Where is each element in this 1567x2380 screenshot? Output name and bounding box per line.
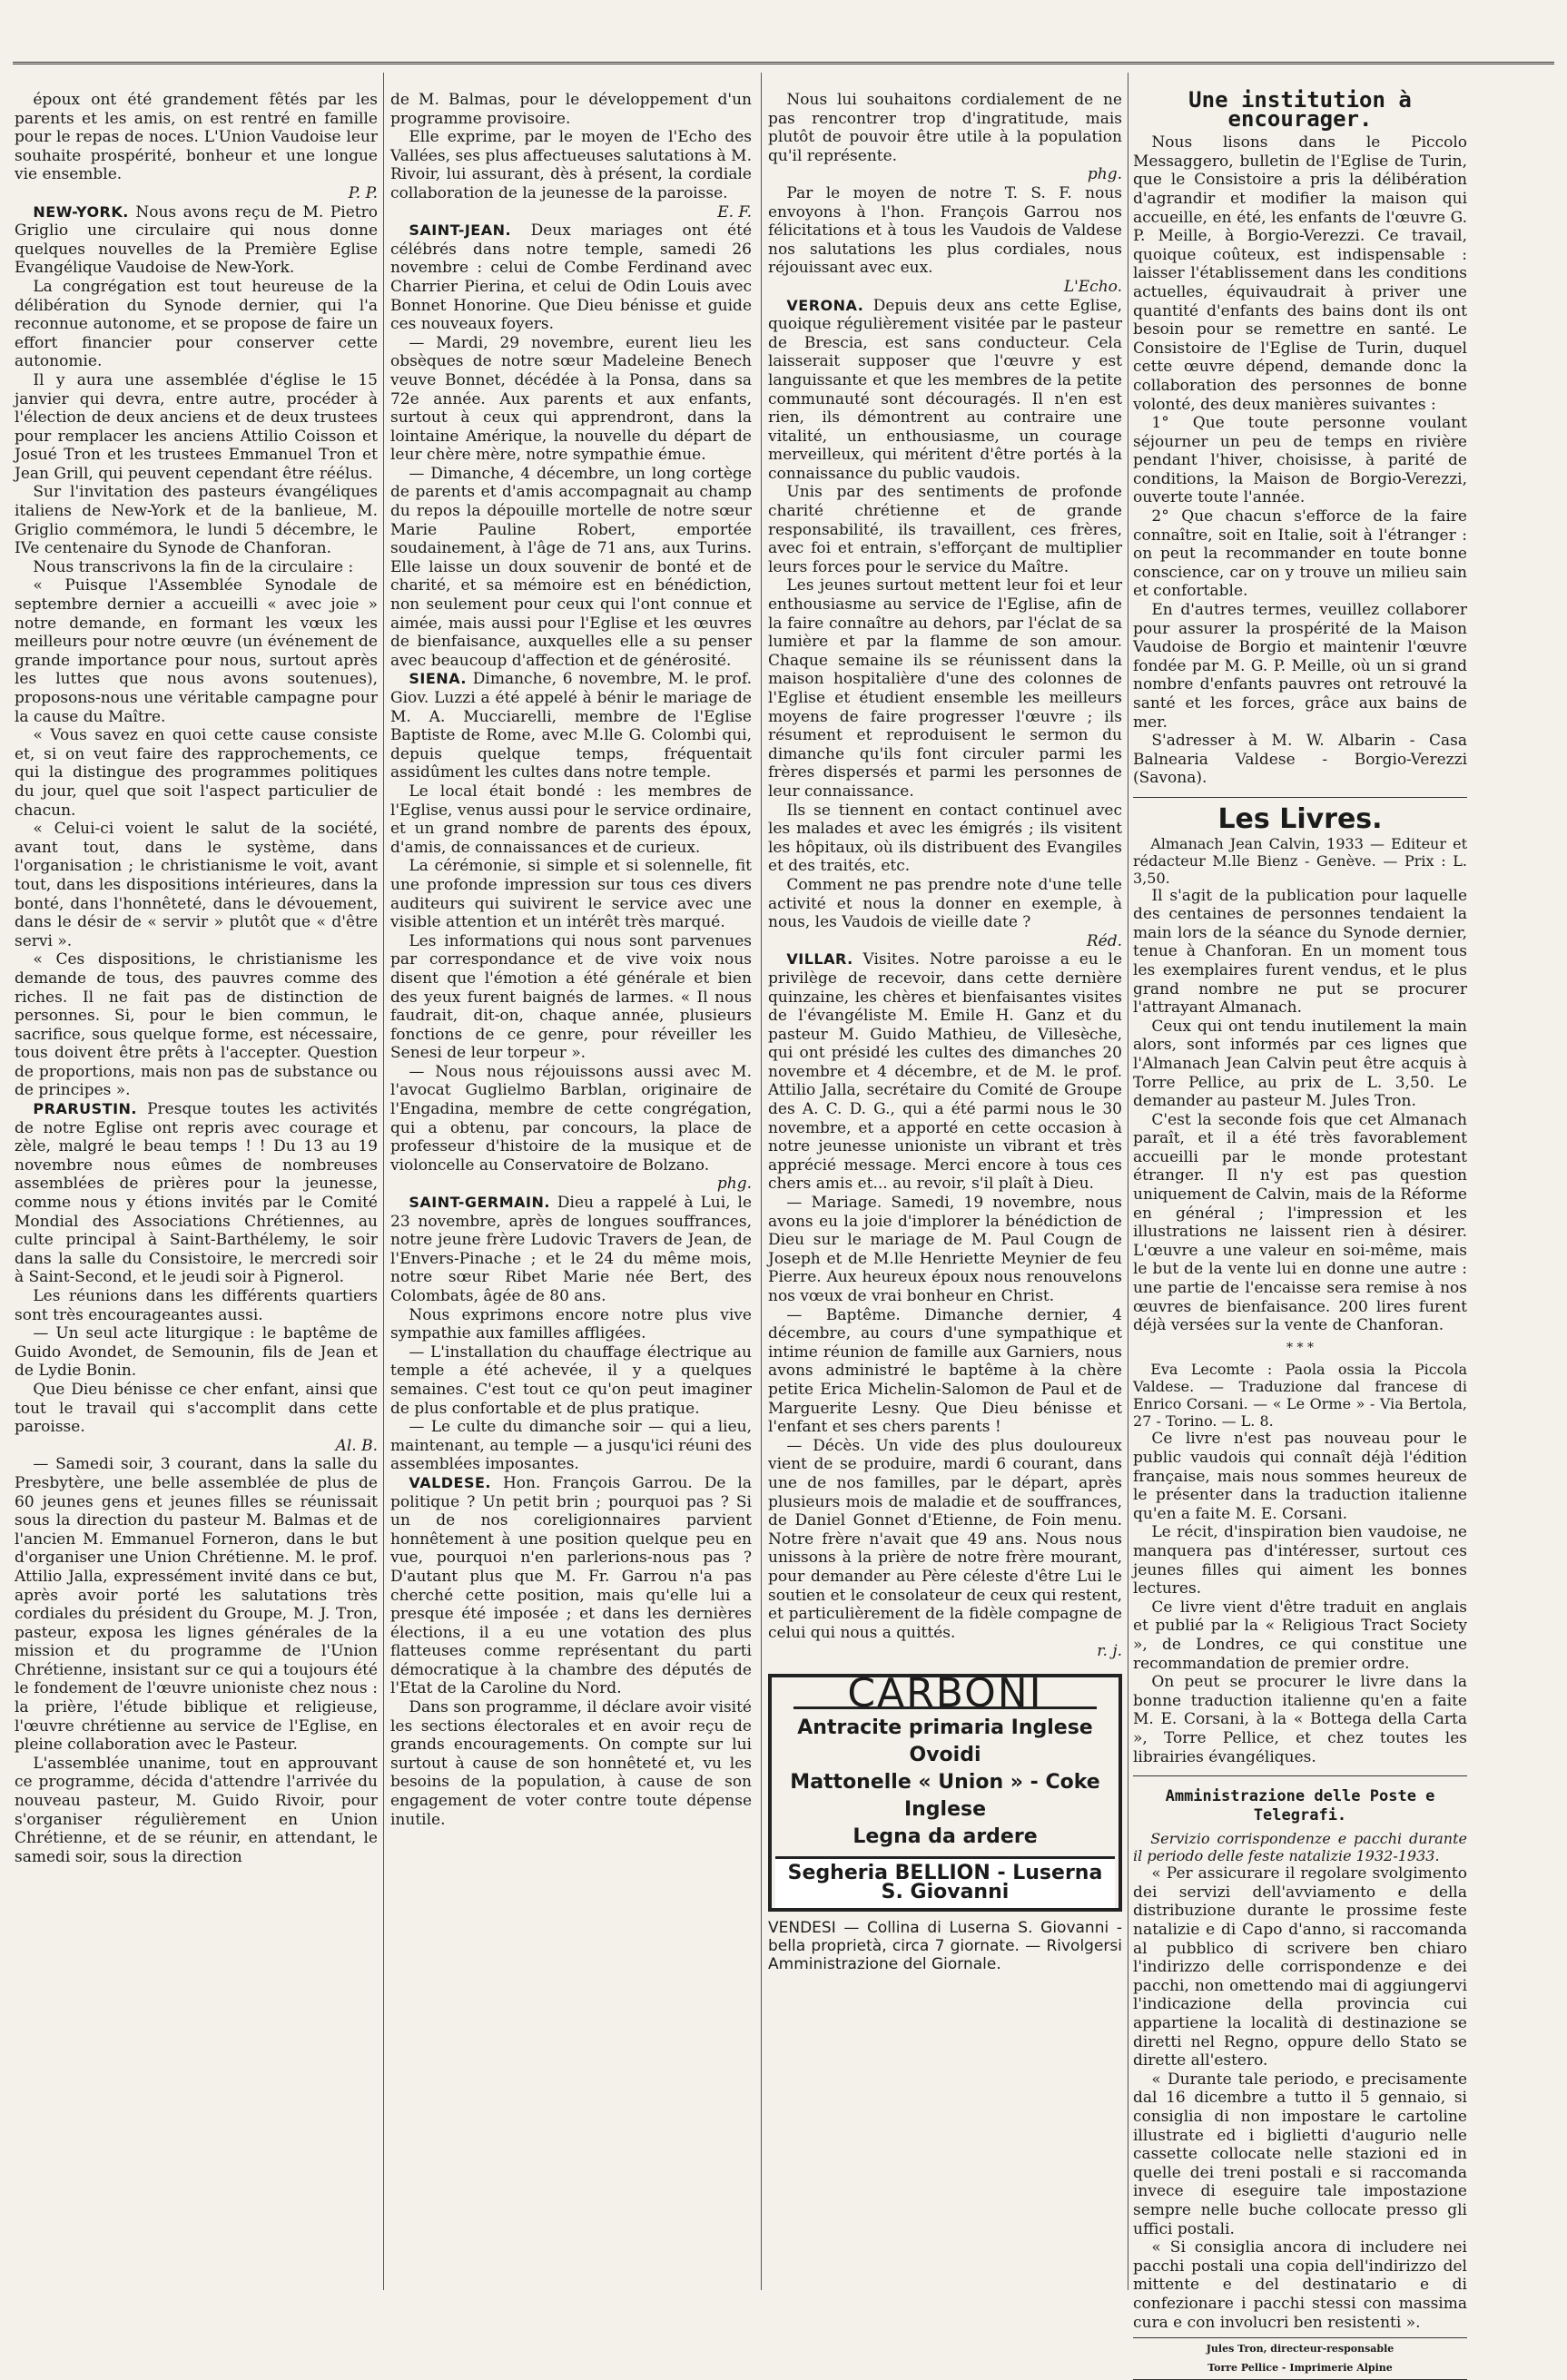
book1-header: Almanach Jean Calvin, 1933 — Editeur et rédacteur M.lle Bienz - Genève. — Prix : L. 3,50.	[1133, 834, 1467, 887]
body-text: « Ces dispositions, le christianisme les demande de tous, des pauvres comme des riches. Il ne fait pas de distinction de personnes. Si, pour le bien commun, le sacrifice, sous quelque forme, est nécessaire, tous doivent être prêts à l'accepter. Question de proportions, mais non pas de substance ou de principes ».	[15, 950, 383, 1100]
body-text: Nous exprimons encore notre plus vive sympathie aux familles affligées.	[390, 1305, 757, 1343]
body-text: « Vous savez en quoi cette cause consiste et, si on veut faire des rapprochements, ce qui la distingue des programmes politiques du jour, quel que soit l'aspect particulier de chacun.	[15, 726, 383, 820]
signature: Al. B.	[335, 1436, 378, 1455]
body-text: Les informations qui nous sont parvenues par correspondance et de vive voix nous disent que l'émotion a été générale et bien des yeux furent baignés de larmes. « Il nous faudrait, dit-on, chaque année, plusieurs fonctions de ce genre, pour réveiller les Senesi de leur torpeur ».	[390, 931, 757, 1063]
paragraph	[768, 91, 1128, 165]
body-text: Dieu a rappelé à Lui, le 23 novembre, après de longues souffrances, notre jeune frère Ludovic Travers de Jean, de l'Envers-Pinache ; et le 24 du même mois, notre sœur Ribet Marie née Bert, des Colombats, âgée de 80 ans.	[390, 1194, 757, 1305]
paragraph	[15, 950, 383, 1100]
paragraph: On peut se procurer le livre dans la bonne traduction italienne qu'en a faite M. E. Corsani, à la « Bottega della Carta », Torre Pellice, et chez toutes les librairies évangéliques.	[1133, 1673, 1467, 1766]
column-2	[390, 91, 757, 2272]
body-text: — Un seul acte liturgique : le baptême de Guido Avondet, de Semounin, fils de Jean et de Lydie Bonin.	[15, 1324, 383, 1381]
body-text: Visites. Notre paroisse a eu le privilège de recevoir, dans cette dernière quinzaine, les chères et bienfaisantes visites de l'évangéliste M. Emile H. Ganz et du pasteur M. Guido Mathieu, de Villesèche, qui ont présidé les cultes des dimanches 20 novembre et 4 décembre, et de M. le prof. Attilio Jalla, secrétaire du Comité de Groupe des A. C. D. G., qui a été parmi nous le 30 novembre, et a apporté en cette occasion à notre jeunesse unioniste un vibrant et très apprécié message. Merci encore à tous ces chers amis et... au revoir, s'il plaît à Dieu.	[768, 950, 1128, 1194]
paragraph	[15, 1324, 383, 1381]
body-text: Dans son programme, il déclare avoir visité les sections électorales et en avoir reçu de grands encouragements. On compte sur lui surtout à cause de son honnêteté et, vu les besoins de la population, à cause de son engagement de voter contre toute dépense inutile.	[390, 1698, 757, 1829]
paragraph	[15, 370, 383, 484]
news-item	[15, 1100, 383, 1287]
body-text: Ils se tiennent en contact continuel avec les malades et avec les émigrés ; ils visitent les hôpitaux, où ils distribuent des Evangiles et des traités, etc.	[768, 801, 1128, 876]
paragraph: 2° Que chacun s'efforce de la faire connaître, soit en Italie, soit à l'étranger : on peut la recommander en toute bonne conscience, car on y trouve un milieu sain et confortable.	[1133, 507, 1467, 601]
town-name: SIENA.	[409, 670, 467, 688]
divider	[1133, 1775, 1467, 1776]
top-rule	[13, 62, 1554, 64]
paragraph	[15, 483, 383, 558]
town-name: VERONA.	[786, 296, 864, 314]
body-text: Presque toutes les activités de notre Eglise ont repris avec courage et zèle, malgré le beau temps ! ! Du 13 au 19 novembre nous eûmes de nombreuses assemblées de prières pour la jeunesse, comme nous y étions invités par le Comité Mondial des Associations Chrétiennes, au culte principal à Saint-Barthélemy, le soir dans la salle du Consistoire, le mercredi soir à Saint-Second, et le jeudi soir à Pignerol.	[15, 1100, 383, 1287]
paragraph	[390, 333, 757, 465]
body-text: — Dimanche, 4 décembre, un long cortège de parents et d'amis accompagnait au champ du repos la dépouille mortelle de notre sœur Marie Pauline Robert, emportée soudainement, à l'âge de 71 ans, aux Turins. Elle laisse un doux souvenir de bonté et de charité, et sa mémoire est en bénédiction, non seulement pour ceux qui l'ont connue et aimée, mais aussi pour l'Eglise et les œuvres de bienfaisance, auxquelles elle a su penser avec beaucoup d'affection et de générosité.	[390, 464, 757, 670]
news-item	[390, 221, 757, 334]
column-3-articles	[768, 91, 1128, 1661]
paragraph	[768, 576, 1128, 801]
body-text: Que Dieu bénisse ce cher enfant, ainsi que tout le travail qui s'accomplit dans cette paroisse.	[15, 1380, 383, 1437]
paragraph	[15, 576, 383, 726]
poste-article	[1133, 1864, 1467, 2332]
body-text: — Mardi, 29 novembre, eurent lieu les obsèques de notre sœur Madeleine Benech veuve Bonnet, décédée à la Ponsa, dans sa 72e année. Aux parents et aux enfants, surtout à ceux qui apprendront, dans la lointaine Amérique, la nouvelle du départ de leur chère mère, notre sympathie émue.	[390, 333, 757, 465]
institution-heading: Une institution à encourager.	[1188, 87, 1412, 132]
news-item	[390, 1473, 757, 1698]
column-4	[1133, 87, 1467, 2374]
signature: phg.	[716, 1175, 752, 1194]
paragraph	[768, 183, 1128, 278]
body-text: Elle exprime, par le moyen de l'Echo des Vallées, ses plus affectueuses salutations à M. Rivoir, lui assurant, dès à présent, la cordiale collaboration de la jeunesse de la paroisse.	[390, 128, 757, 202]
body-text: Comment ne pas prendre note d'une telle activité et nous la donner en exemple, à nous, les Vaudois de vieille date ?	[768, 875, 1128, 932]
paragraph	[390, 1062, 757, 1175]
body-text: — Samedi soir, 3 courant, dans la salle du Presbytère, une belle assemblée de plus de 60 jeunes gens et jeunes filles se réunissait sous la direction du pasteur M. Balmas et de l'ancien M. Emmanuel Forneron, dans le but d'organiser une Union Chrétienne. M. le prof. Attilio Jalla, expressément invité dans ce but, après avoir porté les salutations très cordiales du président du Groupe, M. J. Tron, pasteur, exposa les lignes générales de la mission et du programme de l'Union Chrétienne, insistant sur ce qui a toujours été le fondement de l'œuvre unioniste chez nous : la prière, l'étude biblique et religieuse, l'œuvre chrétienne au service de l'Eglise, en pleine collaboration avec le Pasteur.	[15, 1455, 383, 1755]
body-text: — L'installation du chauffage électrique au temple a été achevée, il y a quelques semaines. C'est tout ce qu'on peut imaginer de plus confortable et de plus pratique.	[390, 1342, 757, 1418]
paragraph	[390, 782, 757, 857]
news-item	[768, 950, 1128, 1194]
column-divider	[761, 73, 762, 2290]
ad-brand: CARBONI	[793, 1685, 1097, 1710]
body-text: de M. Balmas, pour le développement d'un programme provisoire.	[390, 91, 757, 128]
book2-review	[1133, 1430, 1467, 1766]
body-text: Les jeunes surtout mettent leur foi et leur enthousiasme au service de l'Eglise, afin de la faire connaître au dehors, par l'éclat de sa lumière et par la flamme de son amour. Chaque semaine ils se réunissent dans la maison hospitalière d'une des colonnes de l'Eglise et étudient ensemble les meilleurs moyens de faire progresser l'œuvre ; ils résument et reproduisent le sermon du dimanche qu'ils font circuler parmi les frères dispersés et parmi les personnes de leur connaissance.	[768, 576, 1128, 801]
body-text: « Celui-ci voient le salut de la société, avant tout, dans le système, dans l'organisation ; le christianisme le voit, avant tout, dans les dispositions intérieures, dans la bonté, dans l'honnêteté, dans le dévouement, dans le désir de « servir » plutôt que « d'être servi ».	[15, 820, 383, 950]
paragraph	[768, 1436, 1128, 1643]
column-3	[768, 91, 1128, 2272]
institution-article	[1133, 133, 1467, 788]
body-text: « Puisque l'Assemblée Synodale de septembre dernier a accueilli « avec joie » notre demande, en formant les vœux les meilleurs pour notre œuvre (un événement de grande importance pour nous, surtout après les luttes que nous avons soutenues), proposons-nous une véritable campagne pour la cause du Maître.	[15, 576, 383, 726]
town-name: VALDESE.	[409, 1473, 492, 1491]
body-text: — Le culte du dimanche soir — qui a lieu, maintenant, au temple — a jusqu'ici réuni des assemblées imposantes.	[390, 1418, 757, 1474]
paragraph	[768, 1305, 1128, 1437]
news-item	[768, 296, 1128, 484]
news-item	[15, 202, 383, 278]
body-text: La congrégation est tout heureuse de la délibération du Synode dernier, qui l'a reconnue autonome, et se propose de faire un effort financier pour conserver cette autonomie.	[15, 277, 383, 371]
paragraph	[390, 464, 757, 671]
paragraph	[768, 1194, 1128, 1306]
town-name: SAINT-GERMAIN.	[409, 1194, 550, 1212]
book2-header: Eva Lecomte : Paola ossia la Piccola Valdese. — Traduzione dal francese di Enrico Corsani. — « Le Orme » - Via Bertola, 27 - Torino. — L. 8.	[1133, 1361, 1467, 1431]
signature: E. F.	[717, 202, 752, 221]
town-name: NEW-YORK.	[33, 202, 129, 221]
paragraph	[15, 558, 378, 577]
body-text: La cérémonie, si simple et si solennelle, fit une profonde impression sur tous ces divers auditeurs qui suivirent le service avec une visible attention et un intérêt très marqué.	[390, 857, 757, 932]
paragraph: « Per assicurare il regolare svolgimento dei servizi dell'avviamento e della distribuzione durante le prossime feste natalizie e di Capo d'anno, si raccomanda al pubblico di scrivere ben chiaro l'indirizzo delle corrispondenze e dei pacchi, non omettendo mai di aggiungervi l'indicazione della provincia cui appartiene la località di destinazione se diretti nel Regno, oppure dello Stato se dirette all'estero.	[1133, 1864, 1467, 2070]
imprint	[1133, 2337, 1467, 2380]
carboni-advertisement	[768, 1669, 1122, 1912]
divider	[1133, 797, 1467, 798]
paragraph	[768, 483, 1128, 576]
paragraph	[15, 1455, 383, 1755]
ad-line: Legna da ardere	[852, 1825, 1038, 1849]
paragraph: Ceux qui ont tendu inutilement la main alors, sont informés par ces lignes que l'Almanach Jean Calvin peut être acquis à Torre Pellice, au prix de L. 3,50. Le demander au pasteur M. Jules Tron.	[1133, 1017, 1467, 1111]
poste-subheading: Servizio corrispondenze e pacchi durante il periodo delle feste natalizie 1932-1933.	[1133, 1830, 1467, 1865]
paragraph	[15, 1754, 383, 1867]
news-item	[390, 1194, 757, 1306]
column-1	[15, 91, 383, 2272]
section-stars: * * *	[1286, 1340, 1314, 1355]
paragraph: C'est la seconde fois que cet Almanach paraît, et il a été très favorablement accueilli par le monde protestant étranger. Il n'y est pas question uniquement de Calvin, mais de la Réforme en général ; l'impression et les illustrations ne laissent rien à désirer. L'œuvre a une valeur en soi-même, mais le but de la vente lui en donne une autre : une partie de l'encaisse sera remise à nos œuvres de bienfaisance. 200 lires furent déjà versées sur la vente de Chanforan.	[1133, 1110, 1467, 1335]
body-text: Dimanche, 6 novembre, M. le prof. Giov. Luzzi a été appelé à bénir le mariage de M. A. Mucciarelli, membre de l'Eglise Baptiste de Rome, avec M.lle G. Colombi qui, depuis quelque temps, fréquentait assidûment les cultes dans notre temple.	[390, 670, 757, 782]
paragraph	[390, 931, 757, 1063]
body-text: Le local était bondé : les membres de l'Eglise, venus aussi pour le service ordinaire, et un grand nombre de parents des époux, d'amis, de connaissances et de curieux.	[390, 782, 757, 857]
signature: phg.	[1087, 165, 1122, 184]
body-text: — Baptême. Dimanche dernier, 4 décembre, au cours d'une sympathique et intime réunion de famille aux Garniers, nous avons administré le baptême à la chère petite Erica Michelin-Salomon de Paul et de Marguerite Lesny. Que Dieu bénisse et l'enfant et ses chers parents !	[768, 1305, 1128, 1437]
paragraph	[390, 128, 757, 202]
column-divider	[383, 73, 384, 2290]
town-name: PRARUSTIN.	[33, 1100, 137, 1118]
poste-heading: Amministrazione delle Poste e Telegrafi.	[1165, 1787, 1435, 1824]
paragraph: 1° Que toute personne voulant séjourner un peu de temps en rivière pendant l'hiver, choisisse, à parité de conditions, la Maison de Borgio-Verezzi, ouverte toute l'année.	[1133, 414, 1467, 507]
books-heading: Les Livres.	[1217, 802, 1383, 835]
body-text: — Décès. Un vide des plus douloureux vient de se produire, mardi 6 courant, dans une de nos familles, par le départ, après plusieurs mois de maladie et de souffrances, de Daniel Gonnet d'Etienne, de Foin menu. Notre frère n'avait que 49 ans. Nous nous unissons à la prière de notre frère mourant, pour demander au Père céleste d'être Lui le soutien et le consolateur de ceux qui restent, et particulièrement de la fidèle compagne de celui qui nous a quittés.	[768, 1436, 1128, 1642]
signature: r. j.	[1097, 1642, 1122, 1661]
paragraph	[390, 1305, 757, 1343]
paragraph: Ce livre vient d'être traduit en anglais et publié par la « Religious Tract Society », de Londres, ce qui constitue une recommandation de premier ordre.	[1133, 1598, 1467, 1673]
paragraph	[15, 1287, 383, 1324]
paragraph	[390, 1698, 757, 1829]
paragraph	[15, 1380, 383, 1437]
paragraph	[15, 820, 383, 950]
body-text: Nous avons reçu de M. Pietro Griglio une circulaire qui nous donne quelques nouvelles de la Première Eglise Evangélique Vaudoise de New-York.	[15, 202, 383, 278]
paragraph	[390, 857, 757, 932]
vendesi-notice: VENDESI — Collina di Luserna S. Giovanni - bella proprietà, circa 7 giornate. — Rivolgersi Amministrazione del Giornale.	[768, 1918, 1122, 1973]
body-text: Depuis deux ans cette Eglise, quoique régulièrement visitée par le pasteur de Brescia, est sans conducteur. Cela laisserait supposer que l'œuvre y est languissante et que les membres de la petite communauté sont découragés. Il n'en est rien, ils démontrent au contraire une vitalité, un enthousiasme, un courage merveilleux, qui méritent d'être portés à la connaissance du public vaudois.	[768, 296, 1128, 483]
paragraph: Il s'agit de la publication pour laquelle des centaines de personnes tendaient la main lors de la séance du Synode dernier, tenue à Chanforan. En un moment tous les exemplaires furent vendus, et le plus grand nombre ne put se procurer l'attrayant Almanach.	[1133, 886, 1467, 1018]
body-text: Nous transcrivons la fin de la circulaire :	[33, 557, 354, 576]
paragraph: « Si consiglia ancora di includere nei pacchi postali una copia dell'indirizzo del mittente e del destinatario e di confezionare i pacchi stessi con massima cura e con involucri ben resistenti ».	[1133, 2238, 1467, 2332]
paragraph	[390, 91, 757, 128]
body-text: Par le moyen de notre T. S. F. nous envoyons à l'hon. François Garrou nos félicitations et à tous les Vaudois de Valdese nos salutations les plus cordiales, nous réjouissant avec eux.	[768, 183, 1128, 278]
paragraph	[768, 801, 1128, 876]
body-text: époux ont été grandement fêtés par les parents et les amis, on est rentré en famille pour le repas de noces. L'Union Vaudoise leur souhaite prospérité, bonheur et une longue vie ensemble.	[15, 91, 383, 184]
body-text: Deux mariages ont été célébrés dans notre temple, samedi 26 novembre : celui de Combe Ferdinand avec Charrier Pierina, et celui de Odin Louis avec Bonnet Honorine. Que Dieu bénisse et guide ces nouveaux foyers.	[390, 221, 757, 334]
ad-line: Mattonelle « Union » - Coke Inglese	[790, 1771, 1100, 1822]
body-text: — Nous nous réjouissons aussi avec M. l'avocat Guglielmo Barblan, originaire de l'Engadina, membre de cette congrégation, qui a obtenu, par concours, la place de professeur d'histoire de la musique et de violoncelle au Conservatoire de Bolzano.	[390, 1062, 757, 1175]
body-text: Les réunions dans les différents quartiers sont très encourageantes aussi.	[15, 1287, 383, 1324]
body-text: L'assemblée unanime, tout en approuvant ce programme, décida d'attendre l'arrivée du nouveau pasteur, M. Guido Rivoir, pour s'organiser régulièrement en Union Chrétienne, et de se réunir, en attendant, le samedi soir, sous la direction	[15, 1754, 383, 1866]
ad-line: Ovoidi	[909, 1744, 981, 1767]
body-text: Nous lui souhaitons cordialement de ne pas rencontrer trop d'ingratitude, mais plutôt de pouvoir être utile à la population qu'il représente.	[768, 91, 1128, 165]
body-text: — Mariage. Samedi, 19 novembre, nous avons eu la joie d'implorer la bénédiction de Dieu sur le mariage de M. Paul Cougn de Joseph et de M.lle Henriette Meynier de feu Pierre. Aux heureux époux nous renouvelons nos vœux de vrai bonheur en Christ.	[768, 1194, 1128, 1305]
paragraph	[15, 277, 383, 371]
town-name: SAINT-JEAN.	[409, 221, 512, 240]
body-text: Unis par des sentiments de profonde charité chrétienne et de grande responsabilité, ils travaillent, ces frères, avec foi et entrain, s'efforçant de multiplier leurs forces pour le service du Maître.	[768, 483, 1128, 576]
paragraph: Nous lisons dans le Piccolo Messaggero, bulletin de l'Eglise de Turin, que le Consistoire a pris la délibération d'agrandir et modifier la maison qui accueille, en été, les enfants de l'œuvre G. P. Meille, à Borgio-Verezzi. Ce travail, quoique coûteux, est indispensable : laisser l'établissement dans les conditions actuelles, équivaudrait à priver une quantité d'enfants des bains dont ils ont besoin pour se remettre en santé. Le Consistoire de l'Eglise de Turin, duquel cette œuvre dépend, demande donc la collaboration des personnes de bonne volonté, des deux manières suivantes :	[1133, 133, 1467, 414]
paragraph: Le récit, d'inspiration bien vaudoise, ne manquera pas d'intéresser, surtout ces jeunes filles qui aiment les bonnes lectures.	[1133, 1523, 1467, 1598]
paragraph	[390, 1418, 757, 1474]
paragraph: « Durante tale periodo, e precisamente dal 16 dicembre a tutto il 5 gennaio, si consiglia di non impostare le cartoline illustrate ed i biglietti d'augurio nelle cassette collocate nelle stazioni ed in quelle dei treni postali e si raccomanda invece di eseguire tale impostazione sempre nelle buche collocate presso gli uffici postali.	[1133, 2070, 1467, 2238]
signature: P. P.	[348, 183, 378, 202]
town-name: VILLAR.	[786, 950, 853, 969]
paragraph	[768, 875, 1128, 932]
paragraph: En d'autres termes, veuillez collaborer pour assurer la prospérité de la Maison Vaudoise de Borgio et maintenir l'œuvre fondée par M. G. P. Meille, où un si grand nombre d'enfants pauvres ont retrouvé la santé et les forces, grâce aux bains de mer.	[1133, 601, 1467, 732]
imprint-director: Jules Tron, directeur-responsable	[1206, 2343, 1395, 2355]
ad-line: Antracite primaria Inglese	[797, 1716, 1093, 1740]
news-item	[390, 670, 757, 782]
paragraph	[15, 91, 383, 184]
imprint-printer: Torre Pellice - Imprimerie Alpine	[1207, 2361, 1393, 2374]
signature: Réd.	[1086, 931, 1122, 950]
paragraph: S'adresser à M. W. Albarin - Casa Balnearia Valdese - Borgio-Verezzi (Savona).	[1133, 732, 1467, 788]
ad-footer: Segheria BELLION - Luserna S. Giovanni	[775, 1856, 1115, 1907]
body-text: Sur l'invitation des pasteurs évangéliques italiens de New-York et de la banlieue, M. Griglio commémora, le lundi 5 décembre, le IVe centenaire du Synode de Chanforan.	[15, 483, 383, 558]
paragraph	[390, 1342, 757, 1418]
body-text: Hon. François Garrou. De la politique ? Un petit brin ; pourquoi pas ? Si un de nos coreligionnaires parvient honnêtement à une position quelque peu en vue, pourquoi n'en parlerions-nous pas ? D'autant plus que M. Fr. Garrou n'a pas cherché cette position, mais qu'elle lui a presque été imposée ; et dans les dernières élections, il a eu une votation des plus flatteuses comme représentant du parti démocratique à la chambre des députés de l'Etat de la Caroline du Nord.	[390, 1473, 757, 1698]
signature: L'Echo.	[1063, 277, 1122, 296]
body-text: Il y aura une assemblée d'église le 15 janvier qui devra, entre autre, procéder à l'élection de deux anciens et de deux trustees pour remplacer les anciens Attilio Coisson et Josué Tron et les trustees Emmanuel Tron et Jean Grill, qui peuvent cependant être réélus.	[15, 370, 383, 483]
book1-review	[1133, 887, 1467, 1335]
paragraph	[15, 726, 383, 820]
paragraph: Ce livre n'est pas nouveau pour le public vaudois qui connaît déjà l'édition française, mais nous sommes heureux de le présenter dans la traduction italienne qu'en a faite M. E. Corsani.	[1133, 1430, 1467, 1523]
